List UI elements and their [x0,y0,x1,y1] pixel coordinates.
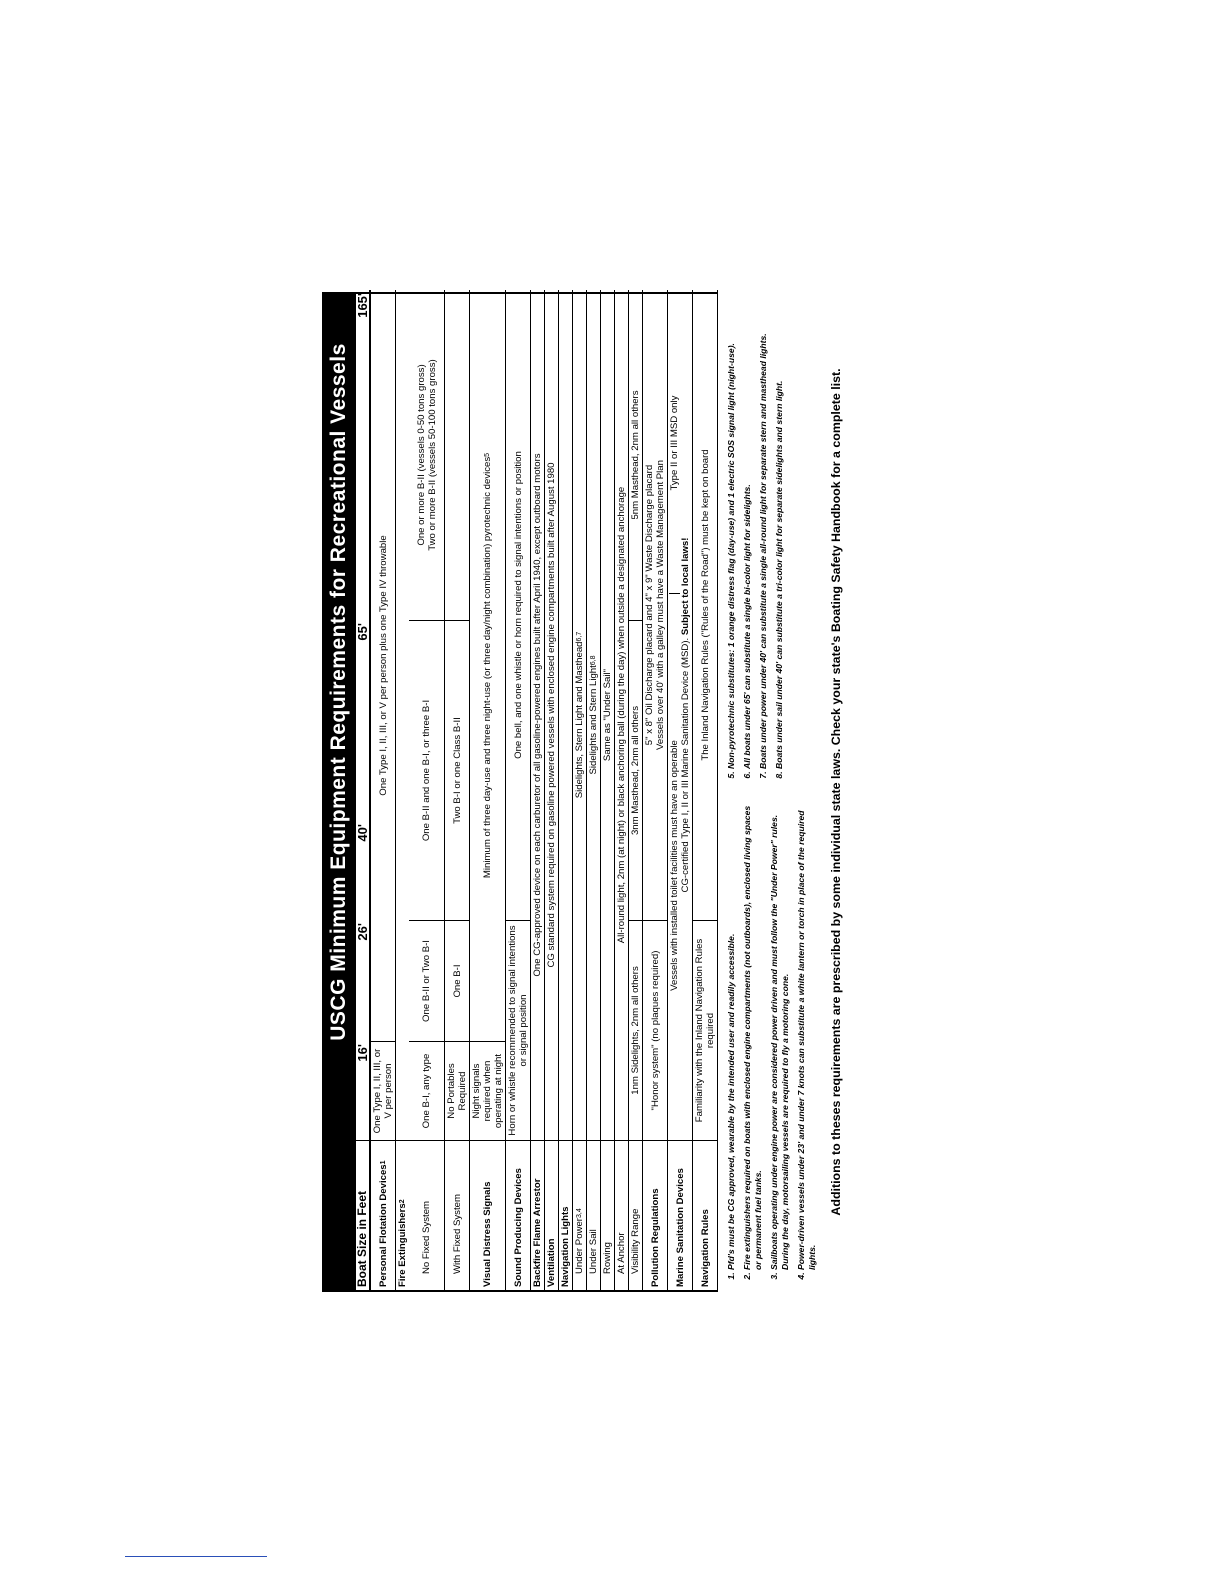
with-fixed-26-40: One B-I [445,920,470,1041]
nav-lights-blank [559,290,573,1140]
row-label-marine-sanitation: Marine Sanitation Devices [668,1140,693,1290]
row-label-pfd: Personal Flotation Devices 1 [371,1140,396,1290]
row-label-under-sail: Under Sail [587,1140,601,1290]
footnote-5: 5. Non-pyrotechnic substitutes: 1 orange distress flag (day-use) and 1 electric SOS signal light (night-use). [726,298,737,769]
footnote-1: 1. Pfd's must be CG approved, wearable by the intended user and readily accessible. [726,799,737,1270]
header-blank [356,337,371,620]
sanitation-line-2: CG-certified Type I, II or III Marine Sanitation Device (MSD). Subject to local laws! [680,537,691,893]
pfd-small-boats: One Type I, II, III, or V per person [371,1041,396,1140]
with-fixed-blank [445,290,470,620]
under-sail-all: Sidelights and Stern Light 6,8 [587,290,601,1140]
header-size-65: 65' [356,620,371,821]
visual-larger-boats: Minimum of three day-use and three night-use (or three day/night combination) pyrotechnic devices 5 [470,290,506,1041]
row-label-navigation-lights: Navigation Lights [559,1140,573,1290]
footnotes-left [726,799,823,1286]
visual-small-boats: Night signals required when operating at night [470,1041,506,1140]
row-label-fire-extinguishers: Fire Extinguishers 2 [396,1140,409,1290]
row-label-backfire: Backfire Flame Arrestor [531,1140,545,1290]
anchor-all: All-round light, 2nm (at night) or black anchoring ball (during the day) when outside a designated anchorage [615,290,629,1140]
pollution-waste-plan: Vessels over 40' with a galley must have a Waste Management Plan [655,460,666,750]
document-title: USCG Minimum Equipment Requirements for Recreational Vessels [322,292,356,1292]
row-label-at-anchor: At Anchor [615,1140,629,1290]
pfd-larger-boats: One Type I, II, III, or V per person plus one Type IV throwable [371,290,396,1041]
row-label-navigation-rules: Navigation Rules [693,1140,718,1290]
header-size-26: 26' [356,920,371,1041]
row-label-no-fixed-system: No Fixed System [409,1140,445,1290]
footnotes [718,292,823,1292]
header-size-40: 40' [356,821,371,920]
footnote-7: 7. Boats under power under 40' can substitute a single all-round light for separate stern and masthead lights. [758,298,769,769]
row-label-visibility-range: Visibility Range [629,1140,643,1290]
row-label-pollution: Pollution Regulations [643,1140,668,1290]
footnote-4: 4. Power-driven vessels under 23' and under 7 knots can substitute a white lantern or torch in place of the required lights. [796,799,818,1270]
row-label-with-fixed-system: With Fixed System [445,1140,470,1290]
no-fixed-65-line-b: Two or more B-II (vessels 50-100 tons gross) [426,359,438,551]
no-fixed-65-165 [409,290,445,620]
no-fixed-16-26: One B-I, any type [409,1041,445,1140]
pollution-larger [643,290,668,920]
visibility-mid: 3nm Masthead, 2nm all others [629,620,643,920]
fire-header-blank [396,290,409,1140]
ventilation-all: CG standard system required on gasoline powered vessels with enclosed engine compartments built after August 1980 [545,290,559,1140]
backfire-all: One CG-approved device on each carburetor of all gasoline-powered engines built after April 1940, except outboard motors [531,290,545,1140]
no-fixed-26-40: One B-II or Two B-I [409,920,445,1041]
header-boat-size: Boat Size in Feet [356,1140,371,1290]
visibility-small: 1nm Sidelights, 2nm all others [629,920,643,1140]
footnote-6: 6. All boats under 65' can substitute a single bi-color light for sidelights. [742,298,753,769]
row-label-ventilation: Ventilation [545,1140,559,1290]
rowing-all: Same as "Under Sail" [601,290,615,1140]
footnotes-right [726,298,823,785]
row-label-sound-producing: Sound Producing Devices [506,1140,531,1290]
nav-rules-small: Familiarity with the Inland Navigation Rules required [693,920,718,1140]
visibility-large: 5nm Masthead, 2nm all others [629,290,643,620]
row-label-rowing: Rowing [601,1140,615,1290]
header-size-16: 16' [356,1041,371,1140]
pollution-small: "Honor system" (no plaques required) [643,920,668,1140]
row-label-under-power: Under Power 3,4 [573,1140,587,1290]
divider-line [125,1556,267,1557]
pollution-placards: 5" x 8" Oil Discharge placard and 4" x 9" Waste Discharge placard [644,464,655,746]
requirements-table [356,292,718,1292]
no-fixed-40-65: One B-II and one B-I, or three B-I [409,620,445,920]
state-laws-notice: Additions to theses requirements are prescribed by some individual state laws. Check your state's Boating Safety Handbook for a complete list. [829,368,843,1216]
footnote-8: 8. Boats under sail under 40' can substitute a tri-color light for separate sidelights and stern light. [774,298,785,769]
rotated-sheet [322,292,902,1292]
header-size-165: 165' [356,290,371,337]
sound-larger-boats: One bell, and one whistle or horn required to signal intentions or position [506,290,531,920]
nav-rules-larger: The Inland Navigation Rules ("Rules of the Road") must be kept on board [693,290,718,920]
sanitation-all [668,290,693,1140]
with-fixed-40-65: Two B-I or one Class B-II [445,620,470,920]
sound-small-boats: Horn or whistle recommended to signal intentions or signal position [506,920,531,1140]
no-fixed-65-line-a: One or more B-II (vessels 0-50 tons gross) [415,364,427,546]
sanitation-line-1: Vessels with installed toilet facilities must have an operable Type II or III MSD only [669,293,680,1137]
footnote-3: 3. Sailboats operating under engine power are considered power driven and must follow the "Under Power" rules. During the day, motorsailing vessels are required to fly a motoring cone. [769,799,791,1270]
under-power-all: Sidelights, Stern Light and Masthead 6,7 [573,290,587,1140]
row-label-visual-distress: Visual Distress Signals [470,1140,506,1290]
with-fixed-16-26: No Portables Required [445,1041,470,1140]
footnote-2: 2. Fire extinguishers required on boats with enclosed engine compartments (not outboards), enclosed living spaces or permanent fuel tanks. [742,799,764,1270]
